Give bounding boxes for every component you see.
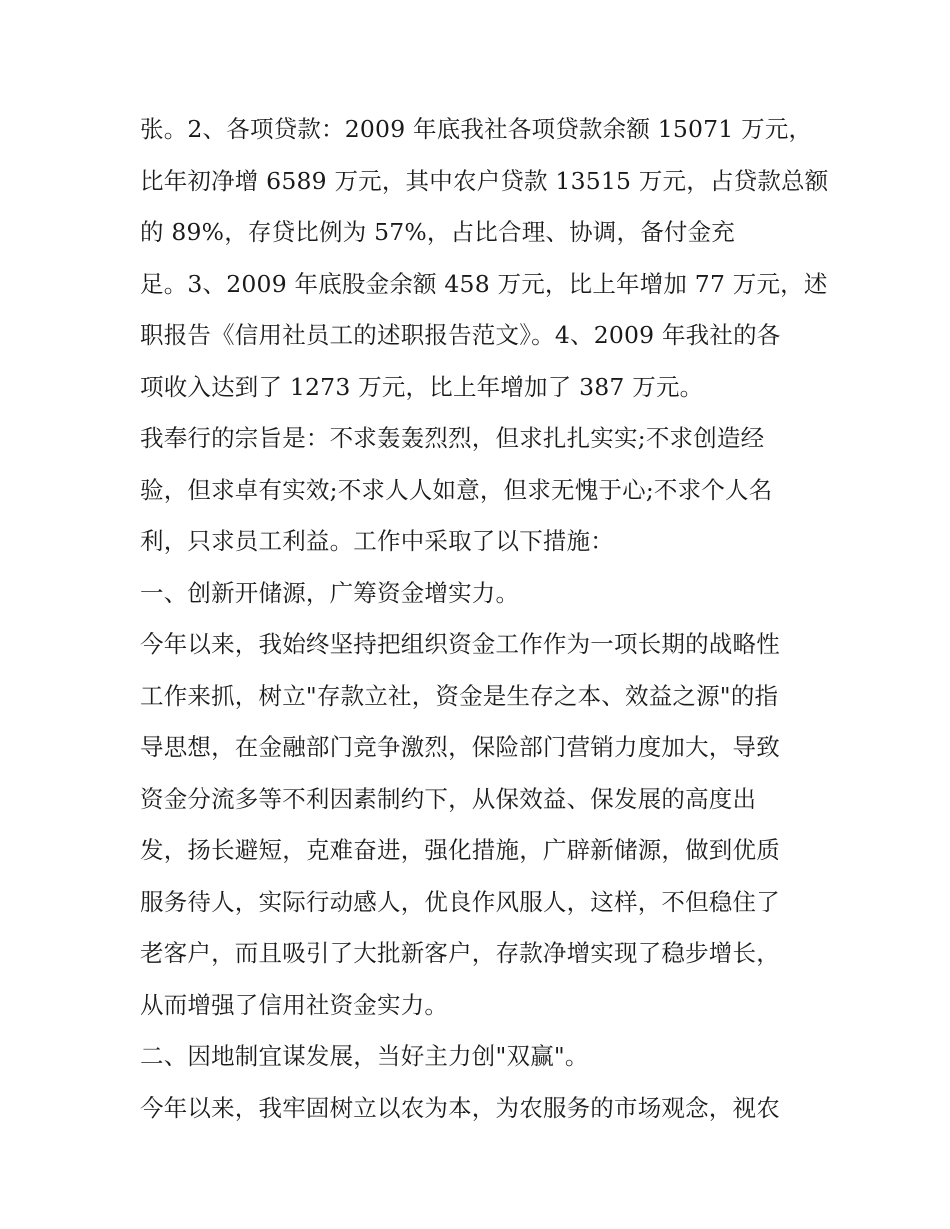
text-line: 职报告《信用社员工的述职报告范文》。4、2009 年我社的各 bbox=[140, 321, 781, 349]
text-line: 项收入达到了 1273 万元，比上年增加了 387 万元。 bbox=[140, 372, 704, 401]
text-line: 利，只求员工利益。工作中采取了以下措施： bbox=[140, 527, 614, 555]
document-body bbox=[140, 104, 829, 1134]
text-line: 今年以来，我牢固树立以农为本，为农服务的市场观念，视农 bbox=[140, 1093, 780, 1122]
text-line: 发，扬长避短，克难奋进，强化措施，广辟新储源，做到优质 bbox=[140, 836, 780, 864]
text-line: 资金分流多等不利因素制约下，从保效益、保发展的高度出 bbox=[140, 784, 757, 813]
text-line: 比年初净增 6589 万元，其中农户贷款 13515 万元，占贷款总额 bbox=[140, 166, 829, 195]
text-line: 足。3、2009 年底股金余额 458 万元，比上年增加 77 万元，述 bbox=[140, 269, 828, 298]
text-line: 今年以来，我始终坚持把组织资金工作作为一项长期的战略性 bbox=[140, 630, 780, 658]
section-heading: 一、创新开储源，广筹资金增实力。 bbox=[140, 578, 520, 607]
text-line: 从而增强了信用社资金实力。 bbox=[140, 990, 449, 1019]
text-line: 张。2、各项贷款：2009 年底我社各项贷款余额 15071 万元， bbox=[140, 115, 813, 143]
text-line: 导思想，在金融部门竞争激烈，保险部门营销力度加大，导致 bbox=[140, 733, 780, 761]
text-line: 我奉行的宗旨是：不求轰轰烈烈，但求扎扎实实;不求创造经 bbox=[140, 424, 765, 452]
text-line: 验，但求卓有实效;不求人人如意，但求无愧于心;不求个人名 bbox=[140, 475, 773, 504]
text-line: 老客户，而且吸引了大批新客户，存款净增实现了稳步增长， bbox=[140, 939, 780, 967]
text-line: 工作来抓，树立"存款立社，资金是生存之本、效益之源"的指 bbox=[140, 681, 779, 710]
text-line: 的 89%，存贷比例为 57%，占比合理、协调，备付金充 bbox=[140, 218, 736, 246]
section-heading: 二、因地制宜谋发展，当好主力创"双赢"。 bbox=[140, 1042, 589, 1070]
text-line: 服务待人，实际行动感人，优良作风服人，这样，不但稳住了 bbox=[140, 887, 780, 916]
